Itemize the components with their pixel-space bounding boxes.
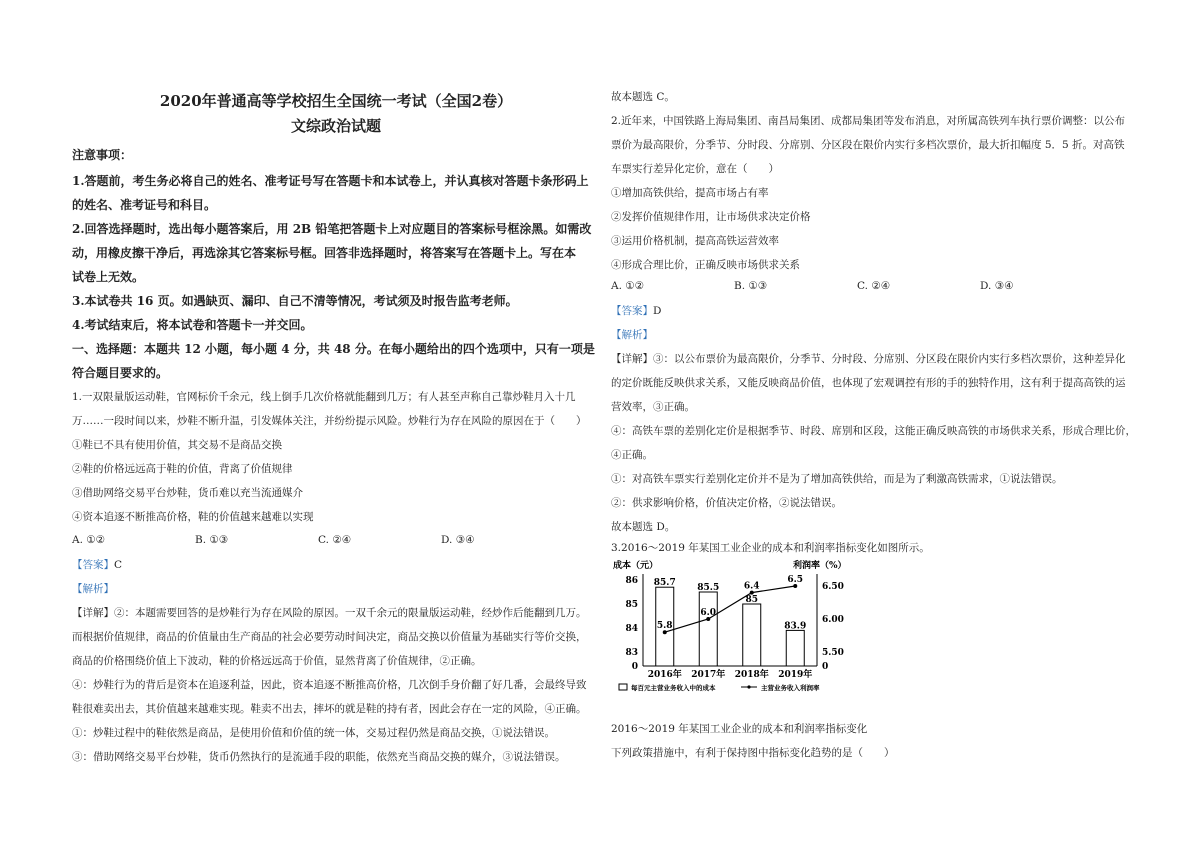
notice-line: 一、选择题：本题共 12 小题，每小题 4 分，共 48 分。在每小题给出的四个选项中，只有一项是: [72, 342, 595, 356]
left-tick-label: 0: [631, 662, 638, 672]
notice-line: 符合题目要求的。: [72, 366, 169, 380]
line-data-label: 5.8: [656, 621, 673, 632]
question-line: ①增加高铁供给，提高市场占有率: [611, 187, 769, 199]
explanation-line: ①：炒鞋过程中的鞋依然是商品，是使用价值和价值的统一体，交易过程仍然是商品交换，①说法错误。: [72, 727, 555, 739]
right-tick-label: 0: [822, 662, 829, 672]
option-b: B. ①③: [195, 534, 229, 546]
q2-analysis-tag: 【解析】: [611, 329, 653, 341]
q1-analysis-tag: 【解析】: [72, 583, 114, 595]
cost-bar: [786, 630, 804, 666]
question-line: 万……一段时间以来，炒鞋不断升温，引发媒体关注，并纷纷提示风险。炒鞋行为存在风险的原因在于（ ）: [72, 415, 587, 427]
answer-tag: 【答案】: [72, 559, 114, 571]
question-line: ②鞋的价格远远高于鞋的价值，背离了价值规律: [72, 463, 293, 475]
q3-intro: 3.2016～2019 年某国工业企业的成本和利润率指标变化如图所示。: [611, 542, 930, 554]
option-d: D. ③④: [441, 534, 475, 546]
notice-line: 3.本试卷共 16 页。如遇缺页、漏印、自己不清等情况，考试须及时报告监考老师。: [72, 294, 518, 308]
question-line: ③运用价格机制，提高高铁运营效率: [611, 235, 779, 247]
question-line: 1.一双限量版运动鞋，官网标价千余元，线上倒手几次价格就能翻到几万；有人甚至声称自己靠炒鞋月入十几: [72, 391, 576, 403]
left-tick-label: 83: [625, 648, 638, 658]
explanation-line: 商品的价格围绕价值上下波动，鞋的价格远远高于价值，显然背离了价值规律，②正确。: [72, 655, 482, 667]
notice-heading: 注意事项：: [72, 148, 133, 162]
explanation-line: ④：高铁车票的差别化定价是根据季节、时段、席别和区段，这能正确反映高铁的市场供求关系，形成合理比价，: [611, 425, 1136, 437]
explanation-line: 故本题选 D。: [611, 521, 676, 533]
cost-bar: [743, 604, 761, 666]
question-line: ④资本追逐不断推高价格，鞋的价值越来越难以实现: [72, 511, 314, 523]
explanation-line: ①：对高铁车票实行差别化定价并不是为了增加高铁供给，而是为了剩激高铁需求，①说法错误。: [611, 473, 1063, 485]
legend-bar-swatch: [619, 684, 627, 690]
option-d: D. ③④: [980, 280, 1014, 292]
answer-value: D: [653, 305, 662, 317]
line-data-label: 6.0: [700, 608, 717, 618]
right-tick-label: 6.00: [822, 615, 844, 625]
explanation-line: 营效率，③正确。: [611, 401, 695, 413]
bar-data-label: 85.5: [697, 583, 720, 593]
option-a: A. ①②: [611, 280, 645, 292]
question-line: 票价为最高限价，分季节、分时段、分席别、分区段在限价内实行多档次票价，最大折扣幅度 5．5 折。对高铁: [611, 139, 1125, 151]
legend-line-dot: [747, 685, 750, 688]
answer-tag: 【答案】: [611, 305, 653, 317]
question-line: 2.近年来，中国铁路上海局集团、南昌局集团、成都局集团等发布消息，对所属高铁列车执行票价调整：以公布: [611, 115, 1126, 127]
left-tick-label: 85: [625, 600, 638, 610]
explanation-line: ④：炒鞋行为的背后是资本在追逐利益，因此，资本追逐不断推高价格，几次倒手身价翻了好几番，会最终导致: [72, 679, 587, 691]
notice-line: 试卷上无效。: [72, 270, 145, 284]
explanation-line: 而根据价值规律，商品的价值量由生产商品的社会必要劳动时间决定，商品交换以价值量为基础实行等价交换，: [72, 631, 587, 643]
line-data-label: 6.5: [787, 575, 804, 585]
right-tick-label: 5.50: [822, 648, 844, 658]
x-tick-label: 2018年: [734, 670, 769, 680]
left-tick-label: 86: [625, 576, 638, 586]
bar-data-label: 85: [745, 595, 759, 605]
q3-caption: 2016～2019 年某国工业企业的成本和利润率指标变化: [611, 723, 868, 735]
q2-answer: [611, 304, 661, 318]
exam-subtitle: 文综政治试题: [290, 117, 381, 135]
explanation-line: 【详解】③：以公布票价为最高限价，分季节、分时段、分席别、分区段在限价内实行多档次票价，这种差异化: [611, 353, 1126, 365]
profit-rate-line: [665, 586, 796, 632]
x-tick-label: 2019年: [778, 670, 813, 680]
notice-line: 2.回答选择题时，选出每小题答案后，用 2B 铅笔把答题卡上对应题目的答案标号框涂黑。如需改: [72, 222, 592, 236]
explanation-line: ③：借助网络交易平台炒鞋，货币仍然执行的是流通手段的职能，依然充当商品交换的媒介，③说法错误。: [72, 751, 566, 763]
explanation-line: ②：供求影响价格，价值决定价格，②说法错误。: [611, 497, 842, 509]
question-line: ④形成合理比价，正确反映市场供求关系: [611, 259, 800, 271]
explanation-line: 鞋很难卖出去，其价值越来越难实现。鞋卖不出去，摔坏的就是鞋的持有者，因此会存在一定的风险，④正确。: [72, 703, 587, 715]
explanation-line: 【详解】②：本题需要回答的是炒鞋行为存在风险的原因。一双千余元的限量版运动鞋，经炒作后能翻到几万。: [72, 607, 587, 619]
answer-value: C: [114, 559, 123, 571]
cost-profit-chart: [611, 558, 871, 698]
notice-line: 4.考试结束后，将本试卷和答题卡一并交回。: [72, 318, 313, 332]
question-line: ①鞋已不具有使用价值，其交易不是商品交换: [72, 439, 282, 451]
q1-conclusion: 故本题选 C。: [611, 91, 675, 103]
bar-data-label: 85.7: [653, 578, 676, 589]
line-data-label: 6.4: [743, 581, 760, 592]
left-tick-label: 84: [625, 624, 638, 634]
option-c: C. ②④: [318, 534, 352, 546]
right-axis-label: 利润率（%）: [793, 561, 847, 571]
option-a: A. ①②: [72, 534, 106, 546]
cost-bar: [699, 592, 717, 666]
q3-question: 下列政策措施中，有利于保持图中指标变化趋势的是（ ）: [611, 747, 895, 759]
question-line: 车票实行差异化定价，意在（ ）: [611, 163, 779, 175]
option-c: C. ②④: [857, 280, 891, 292]
bar-data-label: 83.9: [784, 621, 807, 632]
q1-answer: [72, 558, 122, 572]
x-tick-label: 2016年: [647, 670, 682, 680]
right-tick-label: 6.50: [822, 582, 844, 592]
notice-line: 1.答题前，考生务必将自己的姓名、准考证号写在答题卡和本试卷上，并认真核对答题卡条形码上: [72, 174, 589, 188]
exam-title: 2020年普通高等学校招生全国统一考试（全国2卷）: [159, 92, 513, 110]
explanation-line: ④正确。: [611, 449, 653, 461]
left-axis-label: 成本（元）: [613, 561, 659, 571]
legend-bar-label: 每百元主营业务收入中的成本: [631, 684, 716, 692]
option-b: B. ①③: [734, 280, 768, 292]
legend-line-label: 主营业务收入利润率: [761, 684, 820, 692]
explanation-line: 的定价既能反映供求关系，又能反映商品价值，也体现了宏观调控有形的手的独特作用，这有利于提高高铁的运: [611, 377, 1126, 389]
x-tick-label: 2017年: [691, 670, 726, 680]
question-line: ②发挥价值规律作用，让市场供求决定价格: [611, 211, 811, 223]
notice-line: 的姓名、准考证号和科目。: [72, 198, 217, 212]
question-line: ③借助网络交易平台炒鞋，货币难以充当流通媒介: [72, 487, 303, 499]
notice-line: 动，用橡皮擦干净后，再选涂其它答案标号框。回答非选择题时，将答案写在答题卡上。写在本: [72, 246, 577, 260]
